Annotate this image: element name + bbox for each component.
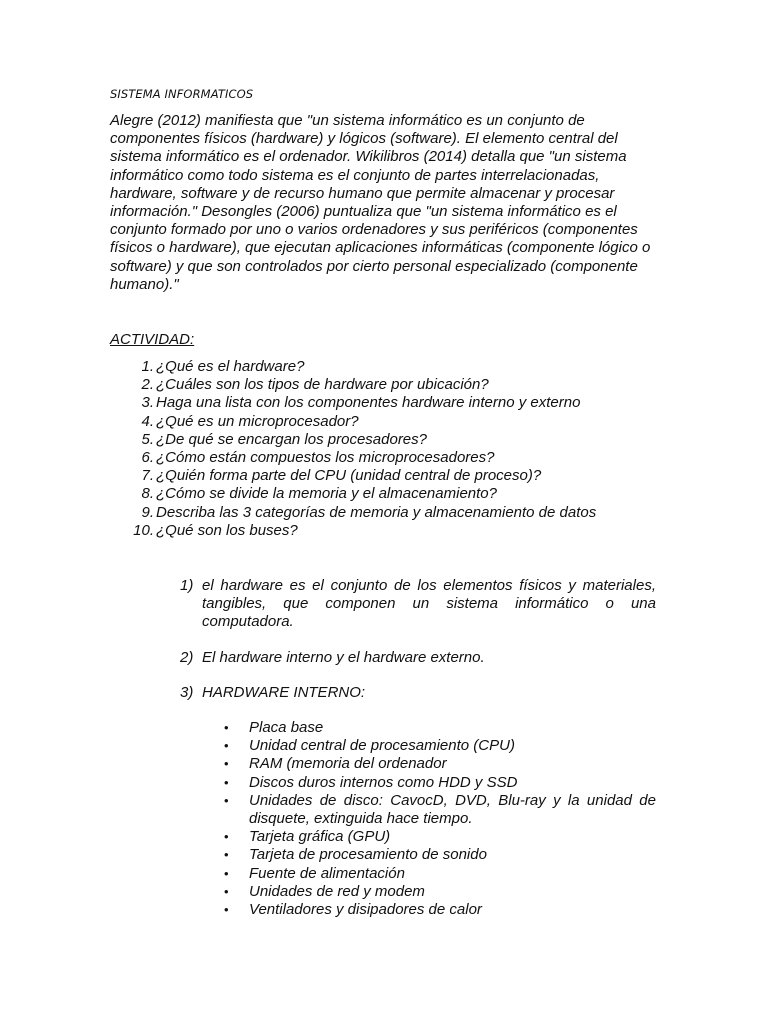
question-item <box>110 449 670 467</box>
list-item <box>224 737 656 755</box>
question-number: 3. <box>141 394 154 412</box>
question-list <box>110 358 670 540</box>
list-item <box>224 901 656 919</box>
question-text: Haga una lista con los componentes hardware interno y externo <box>156 394 581 412</box>
bullet-icon: • <box>224 902 229 918</box>
list-item-text: Unidad central de procesamiento (CPU) <box>249 737 515 755</box>
question-text: ¿Cómo están compuestos los microprocesadores? <box>156 448 495 466</box>
bullet-icon: • <box>224 883 229 899</box>
question-text: ¿De qué se encargan los procesadores? <box>156 430 427 448</box>
question-number: 5. <box>141 430 154 448</box>
list-item <box>224 882 656 901</box>
question-item <box>110 467 670 485</box>
question-text: ¿Quién forma parte del CPU (unidad central de proceso)? <box>156 467 542 485</box>
activity-title: ACTIVIDAD: <box>110 331 195 348</box>
bullet-icon: • <box>224 738 229 754</box>
question-number: 2. <box>141 376 154 394</box>
list-item <box>224 864 656 883</box>
list-item-text: Unidades de disco: CavocD, DVD, Blu-ray y la unidad de disquete, extinguida hace tiempo. <box>249 791 656 828</box>
question-item <box>110 394 670 412</box>
answer-number: 3) <box>180 683 194 701</box>
question-text: ¿Cuáles son los tipos de hardware por ubicación? <box>156 376 489 394</box>
answer-item <box>180 649 656 667</box>
list-item-text: Tarjeta de procesamiento de sonido <box>249 846 487 864</box>
list-item <box>224 846 656 864</box>
question-item <box>110 431 670 449</box>
question-number: 9. <box>141 503 154 521</box>
answer-number: 2) <box>180 648 194 666</box>
list-item <box>224 791 656 828</box>
question-text: Describa las 3 categorías de memoria y almacenamiento de datos <box>156 503 597 521</box>
question-item <box>110 485 670 503</box>
answer-number: 1) <box>180 577 194 594</box>
bullet-icon: • <box>224 829 229 845</box>
list-item-text: RAM (memoria del ordenador <box>249 755 447 773</box>
list-item-text: Fuente de alimentación <box>249 864 405 882</box>
question-number: 7. <box>141 467 154 485</box>
question-text: ¿Qué es un microprocesador? <box>156 412 359 430</box>
question-text: ¿Cómo se divide la memoria y el almacenamiento? <box>156 485 497 503</box>
answer-text: HARDWARE INTERNO: <box>202 683 366 701</box>
bullet-icon: • <box>224 756 229 772</box>
question-number: 4. <box>141 412 154 430</box>
question-item <box>110 413 670 431</box>
list-item-text: Unidades de red y modem <box>249 882 425 900</box>
answer-text: El hardware interno y el hardware externo. <box>202 648 485 666</box>
internal-hardware-list <box>180 719 656 919</box>
list-item <box>224 719 656 737</box>
list-item <box>224 773 656 792</box>
bullet-icon: • <box>224 865 229 881</box>
answer-item <box>180 684 656 702</box>
bullet-icon: • <box>224 792 229 808</box>
list-item <box>224 755 656 773</box>
list-item <box>224 828 656 846</box>
answer-section <box>180 577 656 919</box>
answer-item <box>180 577 656 632</box>
list-item-text: Placa base <box>249 719 324 737</box>
list-item-text: Discos duros internos como HDD y SSD <box>249 773 518 791</box>
question-number: 6. <box>141 448 154 466</box>
list-item-text: Tarjeta gráfica (GPU) <box>249 828 391 846</box>
bullet-icon: • <box>224 774 229 790</box>
list-item-text: Ventiladores y disipadores de calor <box>249 901 482 919</box>
question-item <box>110 504 670 522</box>
bullet-icon: • <box>224 847 229 863</box>
intro-paragraph: Alegre (2012) manifiesta que "un sistema informático es un conjunto de componentes físicos (hardware) y lógicos (software). El elemento central del sistema informático es el ordenador. Wikilibros (2014) detalla que "un sistema informático como todo sistema es el conjunto de partes interrelacionadas, hardware, software y de recurso humano que permite almacenar y procesar información." Desongles (2006) puntualiza que "un sistema informático es el conjunto formado por uno o varios ordenadores y sus periféricos (componentes físicos o hardware), que ejecutan aplicaciones informáticas (componente lógico o software) y que son controlados por cierto personal especializado (componente humano)." <box>110 112 651 293</box>
question-number: 8. <box>141 485 154 503</box>
question-number: 1. <box>141 358 154 375</box>
question-number: 10. <box>133 521 154 539</box>
bullet-icon: • <box>224 720 229 736</box>
answer-text: el hardware es el conjunto de los elementos físicos y materiales, tangibles, que componen un sistema informático o una computadora. <box>202 577 656 631</box>
question-item <box>110 358 670 376</box>
question-item <box>110 376 670 394</box>
question-item <box>110 522 670 540</box>
document-heading: SISTEMA INFORMATICOS <box>110 87 254 101</box>
question-text: ¿Qué son los buses? <box>156 521 298 539</box>
question-text: ¿Qué es el hardware? <box>156 358 305 375</box>
